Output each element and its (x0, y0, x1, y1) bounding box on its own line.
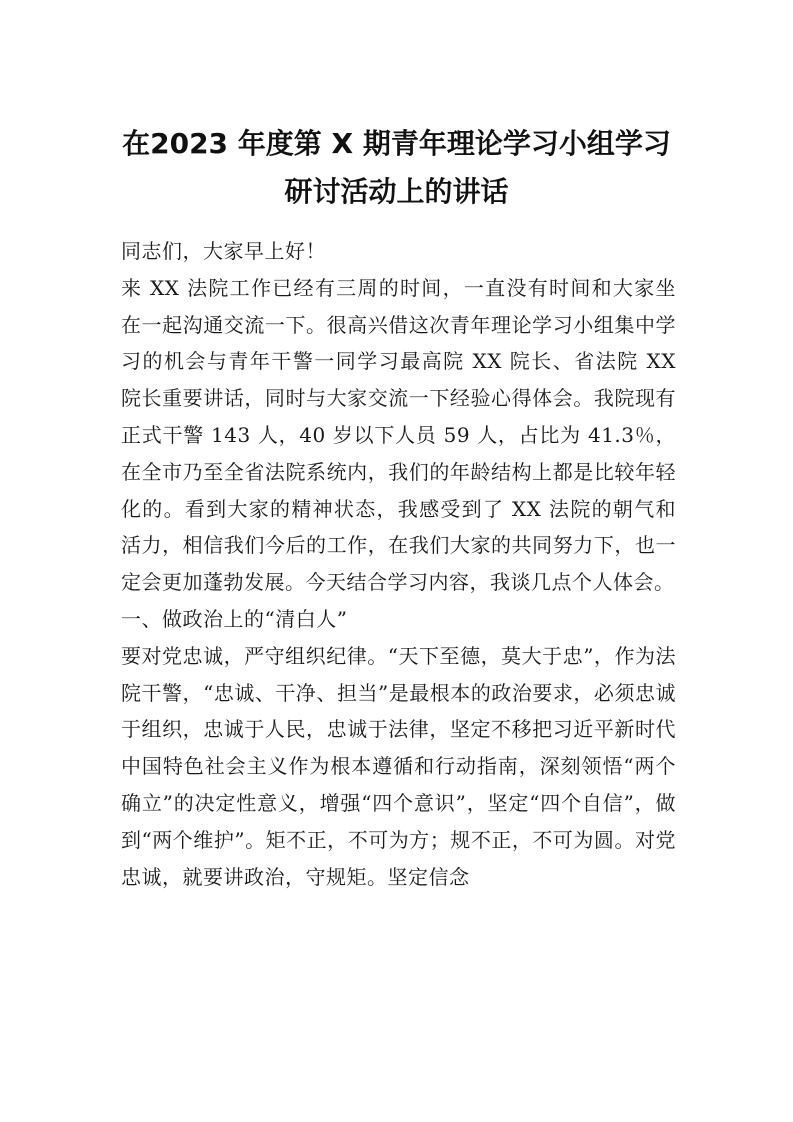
greeting: 同志们，大家早上好！ (121, 239, 326, 263)
paragraph-loyalty: 要对党忠诚，严守组织纪律。“天下至德，莫大于忠”，作为法院干警，“忠诚、干净、担当”是最根本的政治要求，必须忠诚于组织，忠诚于人民，忠诚于法律，坚定不移把习近平新时代中国特色社会主义作为根本遵循和行动指南，深刻领悟“两个确立”的决定性意义，增强“四个意识”，坚定“四个自信”，做到“两个维护”。矩不正，不可为方；规不正，不可为圆。对党忠诚，就要讲政治，守规矩。坚定信念 (121, 643, 676, 889)
document-title-line-2: 研讨活动上的讲话 (284, 175, 509, 208)
paragraph-intro: 来 XX 法院工作已经有三周的时间，一直没有时间和大家坐在一起沟通交流一下。很高兴借这次青年理论学习小组集中学习的机会与青年干警一同学习最高院 XX 院长、省法院 XX 院长重要讲话，同时与大家交流一下经验心得体会。我院现有正式干警 143 人，40 岁以下人员 59 人，占比为 41.3％，在全市乃至全省法院系统内，我们的年龄结构上都是比较年轻化的。看到大家的精神状态，我感受到了 XX 法院的朝气和活力，相信我们今后的工作，在我们大家的共同努力下，也一定会更加蓬勃发展。今天结合学习内容，我谈几点个人体会。 (121, 275, 676, 595)
document-title-line-1: 在2023 年度第 X 期青年理论学习小组学习 (122, 127, 671, 160)
document-body (121, 233, 676, 895)
section-heading-1: 一、做政治上的“清白人” (121, 606, 348, 631)
